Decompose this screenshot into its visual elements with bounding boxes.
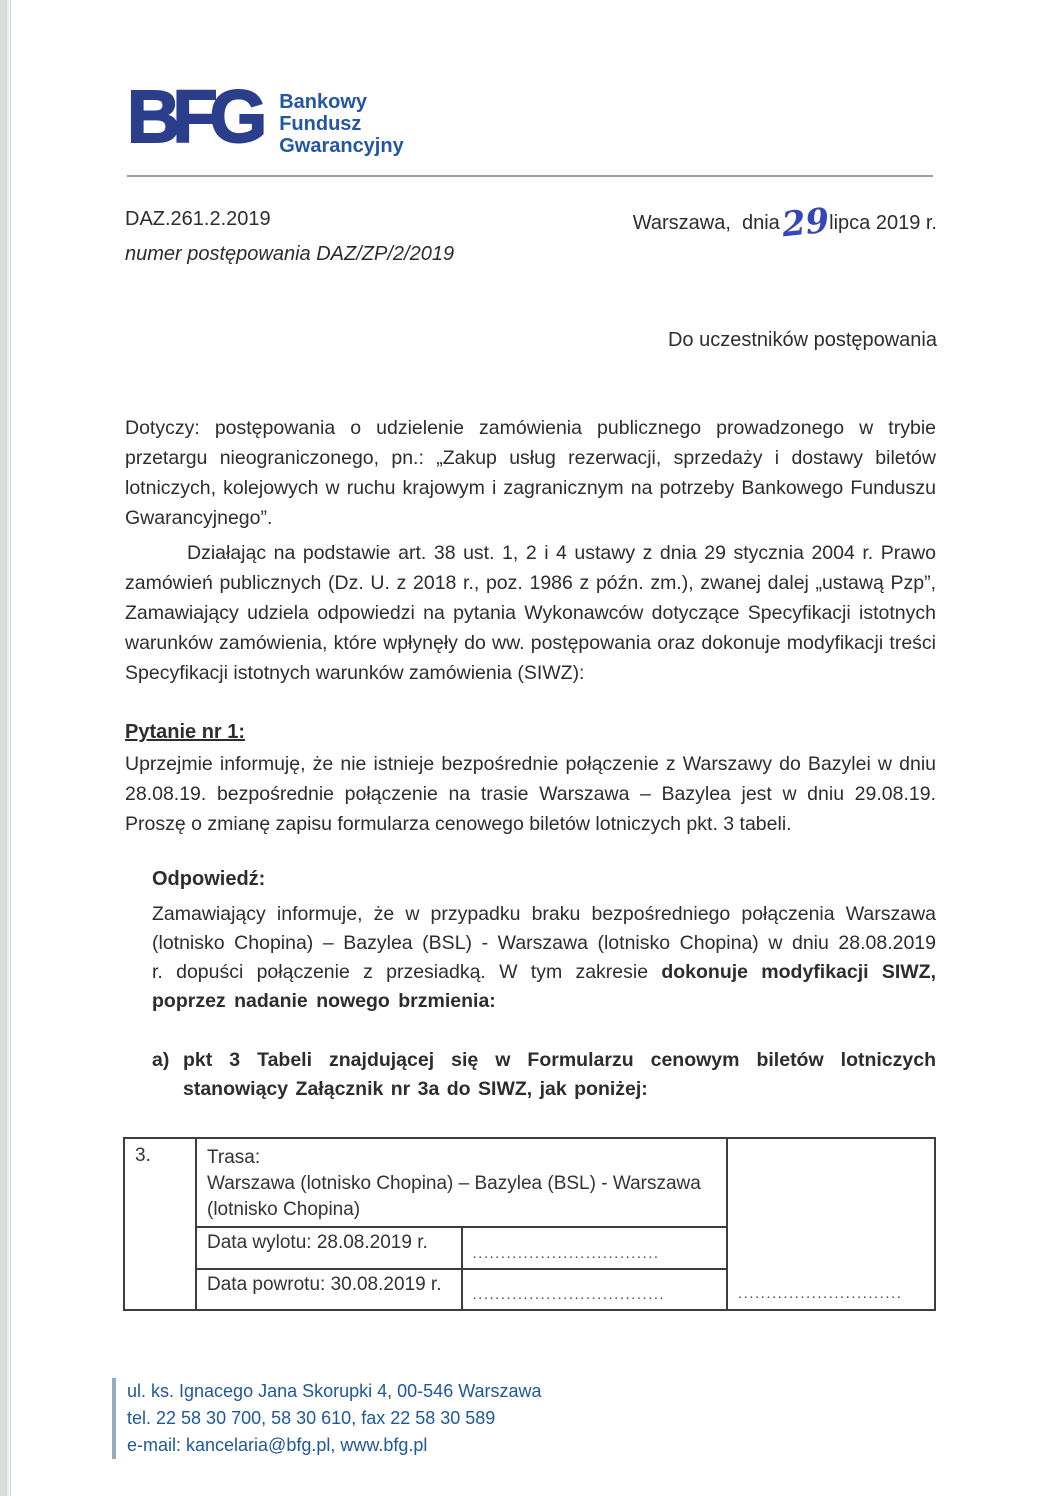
logo-name-line-3: Gwarancyjny — [279, 135, 404, 157]
departure-dotted-line: ................................. — [472, 1245, 660, 1262]
return-date-cell: Data powrotu: 30.08.2019 r. — [196, 1269, 462, 1310]
place-date-line — [632, 200, 937, 246]
list-item-a — [152, 1046, 936, 1104]
answer-heading: Odpowiedź: — [152, 868, 266, 890]
bfg-logo — [127, 75, 404, 158]
return-dotted-line: .................................. — [472, 1286, 666, 1303]
departure-price-cell — [462, 1227, 728, 1269]
logo-name-line-1: Bankowy — [279, 91, 368, 113]
footer-contact-block — [112, 1378, 542, 1459]
question-body: Uprzejmie informuję, że nie istnieje bezpośrednie połączenie z Warszawy do Bazylei w dniu 28.08.19. bezpośrednie połączenie na trasie Warszawa – Bazylea jest w dniu 29.08.19. Proszę o zmianę zapisu formularza cenowego biletów lotniczych pkt. 3 tabeli. — [125, 753, 936, 835]
total-dotted-line: ............................. — [738, 1285, 903, 1302]
answer-section — [152, 864, 936, 1016]
table-row-route — [124, 1138, 935, 1227]
route-label: Trasa: — [207, 1147, 261, 1168]
bfg-logo-name — [279, 91, 404, 157]
footer-address: ul. ks. Ignacego Jana Skorupki 4, 00-546 Warszawa — [127, 1381, 542, 1401]
footer-phone: tel. 22 58 30 700, 58 30 610, fax 22 58 30 589 — [127, 1408, 496, 1428]
subject-paragraph: Dotyczy: postępowania o udzielenie zamówienia publicznego prowadzonego w trybie przetargu nieograniczonego, pn.: „Zakup usług rezerwacji, sprzedaży i dostawy biletów lotniczych, kolejowych w ruchu krajowym i zagranicznym na potrzeby Bankowego Funduszu Gwarancyjnego”. — [125, 417, 936, 529]
answer-body — [152, 900, 936, 1016]
reference-number: DAZ.261.2.2019 — [125, 208, 271, 230]
logo-name-line-2: Fundusz — [279, 113, 362, 135]
answer-body-bold: dokonuje modyfikacji SIWZ, poprzez nadanie nowego brzmienia: — [152, 961, 936, 1012]
price-form-table — [123, 1137, 936, 1311]
place-date-suffix: lipca 2019 r. — [829, 212, 937, 234]
footer-email: e-mail: kancelaria@bfg.pl, www.bfg.pl — [127, 1435, 428, 1455]
list-item-a-marker: a) — [152, 1049, 170, 1071]
question-heading: Pytanie nr 1: — [125, 721, 246, 743]
route-cell — [196, 1138, 727, 1227]
proceeding-number: numer postępowania DAZ/ZP/2/2019 — [125, 243, 455, 265]
place-date-prefix: Warszawa, dnia — [632, 212, 780, 234]
bfg-logo-acronym: BFG — [127, 75, 260, 158]
question-section — [125, 717, 936, 839]
scan-edge-line — [10, 0, 11, 1496]
departure-date-cell: Data wylotu: 28.08.2019 r. — [196, 1227, 462, 1269]
route-value: Warszawa (lotnisko Chopina) – Bazylea (BSL) - Warszawa (lotnisko Chopina) — [207, 1173, 701, 1220]
scan-edge-artifact — [0, 0, 9, 1496]
header-divider-line — [127, 175, 933, 177]
total-price-cell — [727, 1138, 935, 1310]
handwritten-day: 29 — [779, 200, 832, 246]
answer-body-regular: Zamawiający informuje, że w przypadku braku bezpośredniego połączenia Warszawa (lotnisko Chopina) – Bazylea (BSL) - Warszawa (lotnisko Chopina) w dniu 28.08.2019 r. dopuści połączenie z przesiadką. W tym zakresie — [152, 903, 936, 983]
addressee-line: Do uczestników postępowania — [667, 329, 937, 351]
list-item-a-text: pkt 3 Tabeli znajdującej się w Formularzu cenowym biletów lotniczych stanowiący Załącznik nr 3a do SIWZ, jak poniżej: — [183, 1049, 936, 1100]
intro-paragraph: Działając na podstawie art. 38 ust. 1, 2 i 4 ustawy z dnia 29 stycznia 2004 r. Prawo zamówień publicznych (Dz. U. z 2018 r., poz. 1986 z późn. zm.), zwanej dalej „ustawą Pzp”, Zamawiający udziela odpowiedzi na pytania Wykonawców dotyczące Specyfikacji istotnych warunków zamówienia, które wpłynęły do ww. postępowania oraz dokonuje modyfikacji treści Specyfikacji istotnych warunków zamówienia (SIWZ): — [125, 542, 936, 684]
row-number-cell: 3. — [124, 1138, 196, 1310]
return-price-cell — [462, 1269, 728, 1310]
